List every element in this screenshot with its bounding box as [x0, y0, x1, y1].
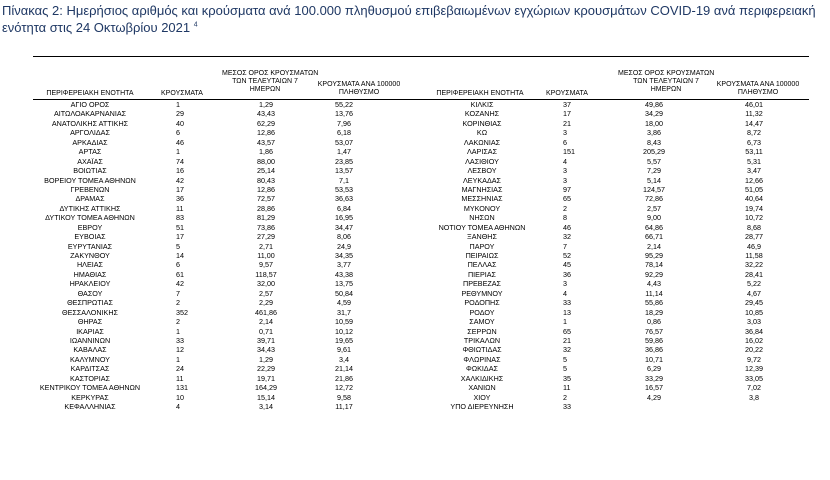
- header-cases-right: ΚΡΟΥΣΜΑΤΑ: [546, 90, 588, 97]
- table-cell-avg7: 92,29: [645, 269, 663, 279]
- table-cell-per100k: 9,72: [747, 354, 761, 364]
- left-region-column: [22, 100, 158, 411]
- table-cell-avg7: 4,43: [647, 279, 661, 289]
- table-cell-region: ΛΑΡΙΣΑΣ: [466, 147, 498, 157]
- table-cell-per100k: 21,14: [335, 364, 353, 374]
- table-cell-region: ΚΟΖΑΝΗΣ: [464, 109, 500, 119]
- table-cell-cases: 17: [563, 109, 571, 119]
- table-cell-region: ΕΥΒΟΙΑΣ: [74, 232, 106, 242]
- right-region-column: [414, 100, 550, 411]
- table-cell-region: ΚΕΡΚΥΡΑΣ: [71, 392, 109, 402]
- table-cell-cases: 7: [176, 288, 180, 298]
- table-cell-per100k: 34,47: [335, 222, 353, 232]
- top-rule: [33, 56, 809, 57]
- table-cell-region: ΔΥΤΙΚΗΣ ΑΤΤΙΚΗΣ: [59, 203, 121, 213]
- table-cell-avg7: 11,14: [645, 288, 663, 298]
- table-cell-per100k: 10,85: [745, 307, 763, 317]
- table-cell-cases: 51: [176, 222, 184, 232]
- table-cell-cases: 36: [563, 269, 571, 279]
- table-cell-avg7: 15,14: [257, 392, 275, 402]
- table-cell-cases: 11: [563, 383, 571, 393]
- table-cell-cases: 1: [176, 354, 180, 364]
- right-per100k-column: [724, 100, 784, 411]
- table-cell-avg7: 8,43: [647, 137, 661, 147]
- table-cell-region: ΕΒΡΟΥ: [77, 222, 103, 232]
- table-cell-per100k: 3,77: [337, 260, 351, 270]
- table-cell-per100k: 21,86: [335, 373, 353, 383]
- right-cases-column: [563, 100, 603, 411]
- table-cell-region: ΘΑΣΟΥ: [77, 288, 103, 298]
- table-cell-region: ΚΑΒΑΛΑΣ: [73, 345, 107, 355]
- table-cell-per100k: 3,47: [747, 166, 761, 176]
- table-cell-per100k: 6,18: [337, 128, 351, 138]
- table-cell-avg7: 4,29: [647, 392, 661, 402]
- table-cell-per100k: 53,11: [745, 147, 763, 157]
- table-cell-region: ΔΡΑΜΑΣ: [75, 194, 105, 204]
- table-cell-per100k: 13,76: [335, 109, 353, 119]
- table-cell-avg7: 118,57: [255, 269, 277, 279]
- table-cell-avg7: 59,86: [645, 335, 663, 345]
- table-cell-avg7: [624, 402, 684, 411]
- table-cell-cases: 352: [176, 307, 188, 317]
- table-cell-per100k: 23,85: [335, 156, 353, 166]
- header-per100k-line1: ΚΡΟΥΣΜΑΤΑ ΑΝΑ 100000: [317, 81, 401, 88]
- table-cell-cases: 33: [176, 335, 184, 345]
- table-cell-region: ΧΑΛΚΙΔΙΚΗΣ: [460, 373, 504, 383]
- table-cell-per100k: 55,22: [335, 100, 353, 109]
- table-cell-cases: 17: [176, 184, 184, 194]
- table-cell-cases: 2: [176, 298, 180, 308]
- table-cell-region: ΡΟΔΟΠΗΣ: [464, 298, 500, 308]
- header-per100k-left: [316, 81, 402, 97]
- table-cell-cases: 2: [563, 203, 567, 213]
- table-cell-cases: 21: [563, 118, 571, 128]
- table-cell-avg7: 55,86: [645, 298, 663, 308]
- table-cell-per100k: 20,22: [745, 345, 763, 355]
- table-cell-per100k: 46,9: [747, 241, 761, 251]
- table-cell-region: ΚΑΛΥΜΝΟΥ: [70, 354, 110, 364]
- header-per100k-line1: ΚΡΟΥΣΜΑΤΑ ΑΝΑ 100000: [716, 81, 800, 88]
- table-cell-per100k: [724, 402, 784, 411]
- table-cell-region: ΡΕΘΥΜΝΟΥ: [461, 288, 503, 298]
- footnote-marker: 4: [193, 21, 198, 29]
- table-cell-region: ΜΥΚΟΝΟΥ: [463, 203, 501, 213]
- table-cell-per100k: 8,68: [747, 222, 761, 232]
- table-cell-avg7: 11,00: [257, 251, 275, 260]
- table-cell-avg7: 36,86: [645, 345, 663, 355]
- table-cell-per100k: 3,8: [749, 392, 759, 402]
- table-cell-region: ΠΙΕΡΙΑΣ: [467, 269, 496, 279]
- table-cell-avg7: 10,71: [645, 354, 663, 364]
- table-cell-region: ΛΕΥΚΑΔΑΣ: [462, 175, 501, 185]
- table-cell-cases: 7: [563, 241, 567, 251]
- table-cell-avg7: 5,14: [647, 175, 661, 185]
- header-per100k-line2: ΠΛΗΘΥΣΜΟ: [737, 89, 779, 96]
- table-cell-region: ΦΛΩΡΙΝΑΣ: [463, 354, 501, 364]
- table-cell-avg7: 2,57: [647, 203, 661, 213]
- table-cell-cases: 46: [563, 222, 571, 232]
- table-cell-region: ΚΩ: [476, 128, 488, 138]
- table-cell-per100k: 11,58: [745, 251, 763, 260]
- table-cell-region: ΑΡΚΑΔΙΑΣ: [72, 137, 108, 147]
- table-cell-per100k: 11,17: [335, 402, 353, 411]
- table-cell-per100k: 31,7: [337, 307, 351, 317]
- table-cell-avg7: 12,86: [257, 184, 275, 194]
- table-cell-region: ΗΡΑΚΛΕΙΟΥ: [69, 279, 111, 289]
- table-cell-per100k: 4,67: [747, 288, 761, 298]
- table-cell-avg7: 6,29: [647, 364, 661, 374]
- table-cell-cases: 40: [176, 118, 184, 128]
- table-cell-region: ΙΚΑΡΙΑΣ: [76, 326, 104, 336]
- header-avg7-line2: ΤΩΝ ΤΕΛΕΥΤΑΙΩΝ 7: [232, 78, 298, 85]
- header-avg7-right: [618, 70, 714, 94]
- table-cell-per100k: 32,22: [745, 260, 763, 270]
- table-cell-region: ΒΟΙΩΤΙΑΣ: [73, 166, 107, 176]
- table-cell-cases: 8: [563, 213, 567, 223]
- table-cell-per100k: 10,59: [335, 317, 353, 327]
- table-cell-per100k: 12,72: [335, 383, 353, 393]
- table-cell-avg7: 28,86: [257, 203, 275, 213]
- table-cell-cases: 24: [176, 364, 184, 374]
- table-cell-cases: 14: [176, 251, 184, 260]
- table-cell-per100k: 6,84: [337, 203, 351, 213]
- table-cell-avg7: 39,71: [257, 335, 275, 345]
- table-cell-per100k: 36,84: [745, 326, 763, 336]
- table-cell-per100k: 4,59: [337, 298, 351, 308]
- table-cell-cases: 33: [563, 298, 571, 308]
- table-cell-avg7: 3,14: [259, 402, 273, 411]
- table-cell-per100k: 36,63: [335, 194, 353, 204]
- table-cell-region: ΧΙΟΥ: [473, 392, 491, 402]
- table-cell-avg7: 164,29: [255, 383, 277, 393]
- table-cell-cases: 65: [563, 194, 571, 204]
- table-cell-avg7: 25,14: [257, 166, 275, 176]
- table-cell-per100k: 24,9: [337, 241, 351, 251]
- table-cell-cases: 45: [563, 260, 571, 270]
- table-cell-avg7: 72,57: [257, 194, 275, 204]
- table-cell-per100k: 53,53: [335, 184, 353, 194]
- table-cell-cases: 10: [176, 392, 184, 402]
- header-region-right: ΠΕΡΙΦΕΡΕΙΑΚΗ ΕΝΟΤΗΤΑ: [436, 90, 524, 97]
- table-cell-per100k: 12,39: [745, 364, 763, 374]
- table-cell-per100k: 9,61: [337, 345, 351, 355]
- table-cell-avg7: 64,86: [645, 222, 663, 232]
- table-cell-cases: 42: [176, 279, 184, 289]
- table-cell-per100k: 43,38: [335, 269, 353, 279]
- table-cell-per100k: 29,45: [745, 298, 763, 308]
- table-cell-region: ΧΑΝΙΩΝ: [468, 383, 496, 393]
- table-cell-region: ΛΑΚΩΝΙΑΣ: [463, 137, 501, 147]
- table-cell-cases: 32: [563, 345, 571, 355]
- table-cell-region: ΑΓΙΟ ΟΡΟΣ: [70, 100, 110, 109]
- table-cell-per100k: 16,95: [335, 213, 353, 223]
- table-cell-region: ΘΕΣΠΡΩΤΙΑΣ: [67, 298, 113, 308]
- table-cell-cases: 1: [176, 100, 180, 109]
- table-cell-avg7: 7,29: [647, 166, 661, 176]
- table-cell-region: ΛΕΣΒΟΥ: [467, 166, 497, 176]
- table-cell-avg7: 80,43: [257, 175, 275, 185]
- table-cell-region: ΝΟΤΙΟΥ ΤΟΜΕΑ ΑΘΗΝΩΝ: [438, 222, 526, 232]
- table-cell-region: ΖΑΚΥΝΘΟΥ: [70, 251, 110, 260]
- table-cell-region: ΑΙΤΩΛΟΑΚΑΡΝΑΝΙΑΣ: [53, 109, 127, 119]
- table-cell-region: ΠΑΡΟΥ: [469, 241, 495, 251]
- table-cell-avg7: 73,86: [257, 222, 275, 232]
- table-cell-avg7: 1,29: [259, 100, 273, 109]
- table-cell-region: ΑΡΓΟΛΙΔΑΣ: [70, 128, 110, 138]
- table-cell-region: ΝΗΣΩΝ: [469, 213, 495, 223]
- table-cell-cases: 61: [176, 269, 184, 279]
- table-cell-cases: 5: [563, 364, 567, 374]
- table-cell-avg7: 5,57: [647, 156, 661, 166]
- table-cell-per100k: 13,75: [335, 279, 353, 289]
- header-avg7-line3: ΗΜΕΡΩΝ: [650, 86, 682, 93]
- header-cases-left: ΚΡΟΥΣΜΑΤΑ: [161, 90, 203, 97]
- table-cell-region: ΡΟΔΟΥ: [469, 307, 495, 317]
- table-cell-per100k: 6,73: [747, 137, 761, 147]
- table-cell-cases: 13: [563, 307, 571, 317]
- table-cell-region: ΚΟΡΙΝΘΙΑΣ: [462, 118, 502, 128]
- header-avg7-line1: ΜΕΣΟΣ ΟΡΟΣ ΚΡΟΥΣΜΑΤΩΝ: [222, 70, 319, 77]
- table-cell-avg7: 205,29: [643, 147, 665, 157]
- table-cell-per100k: 8,72: [747, 128, 761, 138]
- table-cell-cases: 17: [176, 232, 184, 242]
- table-cell-region: ΞΑΝΘΗΣ: [467, 232, 497, 242]
- table-cell-per100k: 40,64: [745, 194, 763, 204]
- table-cell-cases: 2: [563, 392, 567, 402]
- table-cell-cases: 74: [176, 156, 184, 166]
- table-cell-region: ΗΛΕΙΑΣ: [76, 260, 104, 270]
- table-title-text: Πίνακας 2: Ημερήσιος αριθμός και κρούσματα ανά 100.000 πληθυσμού επιβεβαιωμένων εγχώριων κρουσμάτων COVID-19 ανά περιφερειακή ενότητα στις 24 Οκτωβρίου 2021: [2, 3, 816, 35]
- table-cell-per100k: 53,07: [335, 137, 353, 147]
- table-cell-cases: 97: [563, 184, 571, 194]
- table-cell-avg7: 0,71: [259, 326, 273, 336]
- table-cell-per100k: 16,02: [745, 335, 763, 345]
- table-cell-cases: 3: [563, 279, 567, 289]
- table-cell-avg7: 2,57: [259, 288, 273, 298]
- table-cell-avg7: 12,86: [257, 128, 275, 138]
- table-cell-region: ΚΕΝΤΡΙΚΟΥ ΤΟΜΕΑ ΑΘΗΝΩΝ: [39, 383, 141, 393]
- table-cell-region: ΔΥΤΙΚΟΥ ΤΟΜΕΑ ΑΘΗΝΩΝ: [45, 213, 135, 223]
- table-cell-region: ΜΕΣΣΗΝΙΑΣ: [461, 194, 503, 204]
- table-cell-cases: 65: [563, 326, 571, 336]
- table-cell-cases: 42: [176, 175, 184, 185]
- left-per100k-column: [314, 100, 374, 411]
- table-cell-region: ΑΧΑΪΑΣ: [77, 156, 103, 166]
- table-cell-cases: 2: [176, 317, 180, 327]
- table-cell-cases: 32: [563, 232, 571, 242]
- table-cell-avg7: 72,86: [645, 194, 663, 204]
- header-avg7-line3: ΗΜΕΡΩΝ: [249, 86, 281, 93]
- table-cell-cases: 6: [563, 137, 567, 147]
- table-cell-region: ΚΕΦΑΛΛΗΝΙΑΣ: [64, 402, 116, 411]
- table-cell-per100k: 12,66: [745, 175, 763, 185]
- right-avg7-column: [624, 100, 684, 411]
- table-cell-cases: 11: [176, 203, 184, 213]
- table-cell-cases: 83: [176, 213, 184, 223]
- table-cell-per100k: 7,1: [339, 175, 349, 185]
- table-cell-region: ΣΑΜΟΥ: [469, 317, 495, 327]
- table-cell-cases: 3: [563, 175, 567, 185]
- table-cell-region: ΠΡΕΒΕΖΑΣ: [463, 279, 501, 289]
- table-cell-per100k: 8,06: [337, 232, 351, 242]
- table-cell-cases: 5: [563, 354, 567, 364]
- table-cell-avg7: 34,29: [645, 109, 663, 119]
- table-cell-cases: 1: [176, 147, 180, 157]
- table-cell-avg7: 32,00: [257, 279, 275, 289]
- table-cell-per100k: 5,31: [747, 156, 761, 166]
- header-avg7-line1: ΜΕΣΟΣ ΟΡΟΣ ΚΡΟΥΣΜΑΤΩΝ: [618, 70, 715, 77]
- table-cell-per100k: 14,47: [745, 118, 763, 128]
- table-cell-per100k: 46,01: [745, 100, 763, 109]
- table-cell-per100k: 19,74: [745, 203, 763, 213]
- table-cell-per100k: 33,05: [745, 373, 763, 383]
- table-cell-cases: 21: [563, 335, 571, 345]
- table-cell-cases: 52: [563, 251, 571, 260]
- table-cell-cases: 4: [176, 402, 180, 411]
- table-cell-cases: 6: [176, 128, 180, 138]
- table-cell-avg7: 124,57: [643, 184, 665, 194]
- table-cell-avg7: 3,86: [647, 128, 661, 138]
- table-cell-avg7: 18,29: [645, 307, 663, 317]
- table-cell-cases: 4: [563, 288, 567, 298]
- table-cell-per100k: 9,58: [337, 392, 351, 402]
- table-cell-avg7: 76,57: [645, 326, 663, 336]
- header-region-left: ΠΕΡΙΦΕΡΕΙΑΚΗ ΕΝΟΤΗΤΑ: [46, 90, 134, 97]
- table-cell-per100k: 5,22: [747, 279, 761, 289]
- table-cell-region: ΦΩΚΙΔΑΣ: [466, 364, 498, 374]
- table-cell-avg7: 43,57: [257, 137, 275, 147]
- table-cell-region: ΚΙΛΚΙΣ: [470, 100, 494, 109]
- table-cell-cases: 6: [176, 260, 180, 270]
- table-cell-cases: 35: [563, 373, 571, 383]
- table-cell-cases: 1: [176, 326, 180, 336]
- table-cell-cases: 131: [176, 383, 188, 393]
- table-cell-avg7: 43,43: [257, 109, 275, 119]
- header-avg7-left: [222, 70, 319, 94]
- table-cell-per100k: 3,03: [747, 317, 761, 327]
- table-cell-avg7: 27,29: [257, 232, 275, 242]
- table-cell-per100k: 11,32: [745, 109, 763, 119]
- table-cell-per100k: 28,77: [745, 232, 763, 242]
- table-cell-region: ΤΡΙΚΑΛΩΝ: [463, 335, 501, 345]
- table-cell-region: ΑΝΑΤΟΛΙΚΗΣ ΑΤΤΙΚΗΣ: [51, 118, 129, 128]
- table-cell-per100k: 34,35: [335, 251, 353, 260]
- table-cell-per100k: 28,41: [745, 269, 763, 279]
- table-cell-region: ΜΑΓΝΗΣΙΑΣ: [461, 184, 503, 194]
- table-cell-avg7: 33,29: [645, 373, 663, 383]
- table-cell-avg7: 18,00: [645, 118, 663, 128]
- table-cell-cases: 16: [176, 166, 184, 176]
- table-cell-region: ΣΕΡΡΩΝ: [467, 326, 497, 336]
- table-cell-cases: 1: [563, 317, 567, 327]
- table-cell-avg7: 0,86: [647, 317, 661, 327]
- table-cell-region: ΠΕΙΡΑΙΩΣ: [465, 251, 499, 260]
- table-cell-cases: 46: [176, 137, 184, 147]
- table-cell-avg7: 16,57: [645, 383, 663, 393]
- table-cell-region: ΠΕΛΛΑΣ: [467, 260, 497, 270]
- table-cell-cases: 151: [563, 147, 575, 157]
- table-cell-cases: 11: [176, 373, 184, 383]
- table-cell-region: ΕΥΡΥΤΑΝΙΑΣ: [67, 241, 113, 251]
- table-cell-cases: 3: [563, 128, 567, 138]
- table-cell-per100k: 7,96: [337, 118, 351, 128]
- header-avg7-line2: ΤΩΝ ΤΕΛΕΥΤΑΙΩΝ 7: [633, 78, 699, 85]
- table-cell-avg7: 81,29: [257, 213, 275, 223]
- table-cell-avg7: 66,71: [645, 232, 663, 242]
- table-cell-region: ΘΕΣΣΑΛΟΝΙΚΗΣ: [62, 307, 118, 317]
- table-cell-avg7: 88,00: [257, 156, 275, 166]
- table-cell-region: ΛΑΣΙΘΙΟΥ: [465, 156, 499, 166]
- table-cell-cases: 12: [176, 345, 184, 355]
- table-cell-avg7: 22,29: [257, 364, 275, 374]
- table-cell-avg7: 2,14: [647, 241, 661, 251]
- table-cell-region: ΒΟΡΕΙΟΥ ΤΟΜΕΑ ΑΘΗΝΩΝ: [44, 175, 136, 185]
- table-cell-region: ΚΑΡΔΙΤΣΑΣ: [70, 364, 110, 374]
- table-title: [2, 2, 828, 36]
- table-cell-avg7: 95,29: [645, 251, 663, 260]
- header-per100k-right: [708, 81, 808, 97]
- table-cell-avg7: 1,29: [259, 354, 273, 364]
- table-cell-avg7: 2,71: [259, 241, 273, 251]
- table-cell-region: ΙΩΑΝΝΙΝΩΝ: [69, 335, 111, 345]
- table-cell-region: ΦΘΙΩΤΙΔΑΣ: [462, 345, 502, 355]
- table-cell-cases: 36: [176, 194, 184, 204]
- table-cell-avg7: 9,57: [259, 260, 273, 270]
- table-cell-per100k: 10,12: [335, 326, 353, 336]
- table-cell-per100k: 51,05: [745, 184, 763, 194]
- left-cases-column: [176, 100, 216, 411]
- table-cell-region: ΥΠΟ ΔΙΕΡΕΥΝΗΣΗ: [450, 402, 514, 411]
- table-cell-per100k: 3,4: [339, 354, 349, 364]
- left-avg7-column: [236, 100, 296, 411]
- table-cell-region: ΗΜΑΘΙΑΣ: [73, 269, 107, 279]
- table-cell-avg7: 9,00: [647, 213, 661, 223]
- table-cell-avg7: 49,86: [645, 100, 663, 109]
- table-cell-per100k: 19,65: [335, 335, 353, 345]
- table-cell-region: ΚΑΣΤΟΡΙΑΣ: [70, 373, 110, 383]
- table-cell-region: ΓΡΕΒΕΝΩΝ: [70, 184, 110, 194]
- table-cell-cases: 5: [176, 241, 180, 251]
- table-cell-cases: 4: [563, 156, 567, 166]
- table-cell-per100k: 50,84: [335, 288, 353, 298]
- table-cell-per100k: 1,47: [337, 147, 351, 157]
- table-cell-avg7: 2,14: [259, 317, 273, 327]
- table-cell-avg7: 62,29: [257, 118, 275, 128]
- table-cell-region: ΘΗΡΑΣ: [77, 317, 103, 327]
- table-cell-avg7: 34,43: [257, 345, 275, 355]
- table-cell-cases: 3: [563, 166, 567, 176]
- table-cell-avg7: 1,86: [259, 147, 273, 157]
- table-cell-cases: 33: [563, 402, 571, 411]
- table-cell-per100k: 10,72: [745, 213, 763, 223]
- table-cell-cases: 29: [176, 109, 184, 119]
- table-cell-cases: 37: [563, 100, 571, 109]
- table-cell-avg7: 461,86: [255, 307, 277, 317]
- table-cell-avg7: 78,14: [645, 260, 663, 270]
- table-cell-per100k: 13,57: [335, 166, 353, 176]
- table-cell-per100k: 7,02: [747, 383, 761, 393]
- header-per100k-line2: ΠΛΗΘΥΣΜΟ: [338, 89, 380, 96]
- table-cell-region: ΑΡΤΑΣ: [78, 147, 102, 157]
- table-cell-avg7: 19,71: [257, 373, 275, 383]
- table-cell-avg7: 2,29: [259, 298, 273, 308]
